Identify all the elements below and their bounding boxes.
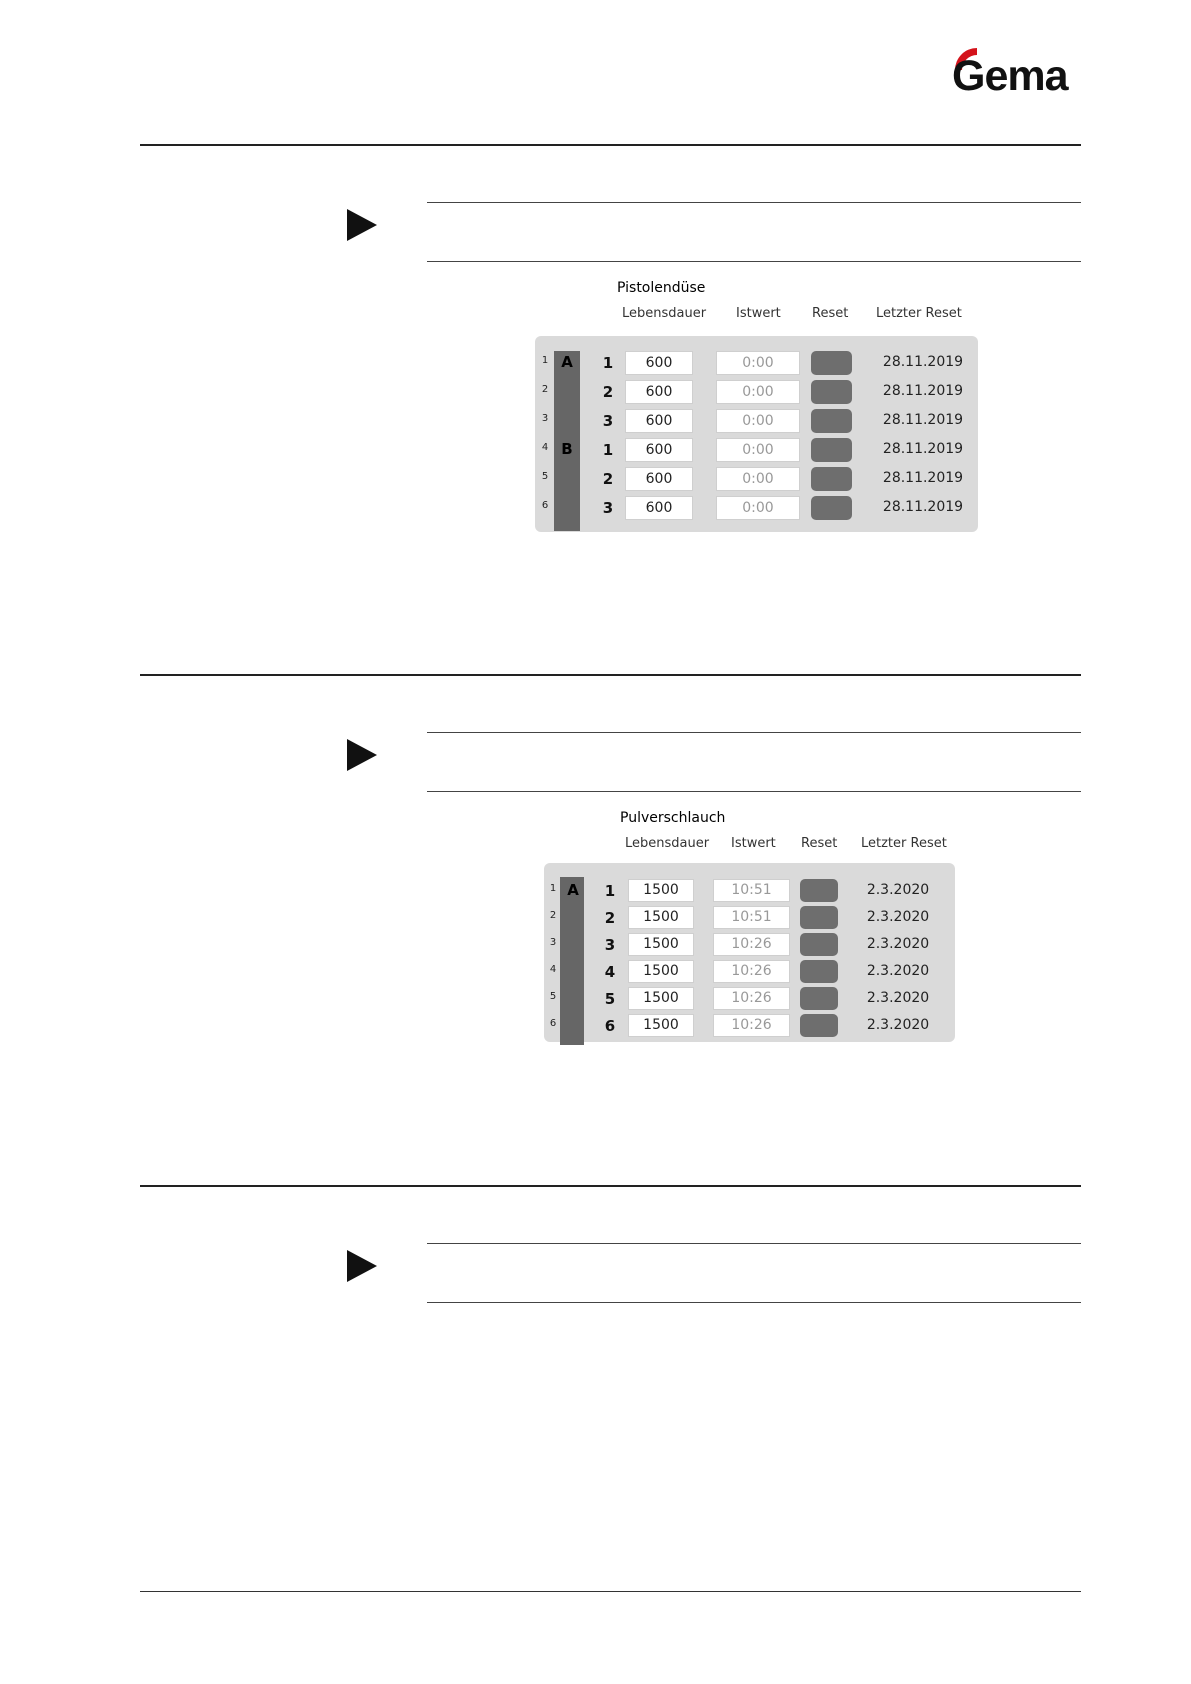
actual-value: 10:26: [713, 933, 790, 956]
play-arrow-icon: [347, 1250, 377, 1282]
actual-value: 0:00: [716, 409, 800, 433]
lifetime-input[interactable]: 1500: [628, 960, 694, 983]
col-header-lifetime: Lebensdauer: [622, 306, 707, 321]
actual-value: 10:51: [713, 879, 790, 902]
row-number: 3: [541, 413, 549, 424]
lifetime-input[interactable]: 1500: [628, 1014, 694, 1037]
lifetime-input[interactable]: 1500: [628, 879, 694, 902]
actual-value: 0:00: [716, 351, 800, 375]
row-index: 5: [604, 990, 616, 1008]
last-reset-date: 28.11.2019: [882, 383, 964, 399]
actual-value: 0:00: [716, 438, 800, 462]
lifetime-input[interactable]: 600: [625, 380, 693, 404]
row-number: 1: [549, 883, 557, 894]
row-index: 3: [604, 936, 616, 954]
actual-value: 10:26: [713, 960, 790, 983]
group-strip: [560, 877, 584, 1045]
lifetime-input[interactable]: 1500: [628, 987, 694, 1010]
last-reset-date: 2.3.2020: [866, 990, 930, 1006]
actual-value: 0:00: [716, 496, 800, 520]
last-reset-date: 28.11.2019: [882, 354, 964, 370]
section-divider: [140, 674, 1081, 676]
reset-button[interactable]: [800, 960, 838, 983]
lifetime-input[interactable]: 600: [625, 351, 693, 375]
reset-button[interactable]: [800, 1014, 838, 1037]
group-label: A: [567, 881, 579, 899]
row-number: 6: [549, 1018, 557, 1029]
row-number: 1: [541, 355, 549, 366]
reset-button[interactable]: [800, 906, 838, 929]
last-reset-date: 2.3.2020: [866, 963, 930, 979]
lifetime-input[interactable]: 1500: [628, 906, 694, 929]
brand-logo: Gema: [952, 52, 1068, 100]
row-index: 6: [604, 1017, 616, 1035]
last-reset-date: 2.3.2020: [866, 936, 930, 952]
group-label: B: [561, 440, 573, 458]
row-number: 2: [549, 910, 557, 921]
row-index: 2: [602, 470, 614, 488]
instruction-rule-bottom: [427, 261, 1081, 262]
actual-value: 10:26: [713, 987, 790, 1010]
row-index: 1: [602, 441, 614, 459]
col-header-actual: Istwert: [731, 836, 776, 851]
row-number: 4: [541, 442, 549, 453]
actual-value: 10:26: [713, 1014, 790, 1037]
reset-button[interactable]: [811, 496, 852, 520]
reset-button[interactable]: [800, 933, 838, 956]
row-index: 3: [602, 499, 614, 517]
instruction-rule-bottom: [427, 1302, 1081, 1303]
row-number: 5: [541, 471, 549, 482]
row-index: 3: [602, 412, 614, 430]
row-index: 2: [602, 383, 614, 401]
col-header-reset: Reset: [801, 836, 838, 851]
row-number: 2: [541, 384, 549, 395]
col-header-last-reset: Letzter Reset: [876, 306, 962, 321]
col-header-lifetime: Lebensdauer: [625, 836, 710, 851]
last-reset-date: 2.3.2020: [866, 909, 930, 925]
row-index: 1: [602, 354, 614, 372]
col-header-actual: Istwert: [736, 306, 781, 321]
row-index: 1: [604, 882, 616, 900]
lifetime-input[interactable]: 600: [625, 496, 693, 520]
reset-button[interactable]: [800, 987, 838, 1010]
lifetime-input[interactable]: 1500: [628, 933, 694, 956]
last-reset-date: 2.3.2020: [866, 1017, 930, 1033]
actual-value: 0:00: [716, 380, 800, 404]
instruction-rule-bottom: [427, 791, 1081, 792]
reset-button[interactable]: [811, 467, 852, 491]
last-reset-date: 28.11.2019: [882, 470, 964, 486]
group-label: A: [561, 353, 573, 371]
reset-button[interactable]: [811, 351, 852, 375]
row-number: 5: [549, 991, 557, 1002]
last-reset-date: 28.11.2019: [882, 412, 964, 428]
lifetime-input[interactable]: 600: [625, 438, 693, 462]
play-arrow-icon: [347, 739, 377, 771]
section-divider: [140, 1185, 1081, 1187]
instruction-rule-top: [427, 202, 1081, 203]
col-header-reset: Reset: [812, 306, 849, 321]
last-reset-date: 2.3.2020: [866, 882, 930, 898]
row-number: 6: [541, 500, 549, 511]
panel-title: Pulverschlauch: [620, 810, 726, 826]
play-arrow-icon: [347, 209, 377, 241]
row-index: 4: [604, 963, 616, 981]
hose-panel: [544, 863, 955, 1042]
col-header-last-reset: Letzter Reset: [861, 836, 947, 851]
reset-button[interactable]: [800, 879, 838, 902]
instruction-rule-top: [427, 1243, 1081, 1244]
row-number: 3: [549, 937, 557, 948]
row-number: 4: [549, 964, 557, 975]
reset-button[interactable]: [811, 380, 852, 404]
actual-value: 10:51: [713, 906, 790, 929]
last-reset-date: 28.11.2019: [882, 499, 964, 515]
reset-button[interactable]: [811, 409, 852, 433]
instruction-rule-top: [427, 732, 1081, 733]
last-reset-date: 28.11.2019: [882, 441, 964, 457]
nozzle-panel: [535, 336, 978, 532]
footer-divider: [140, 1591, 1081, 1592]
actual-value: 0:00: [716, 467, 800, 491]
section-divider: [140, 144, 1081, 146]
lifetime-input[interactable]: 600: [625, 467, 693, 491]
row-index: 2: [604, 909, 616, 927]
panel-title: Pistolendüse: [617, 280, 706, 296]
reset-button[interactable]: [811, 438, 852, 462]
lifetime-input[interactable]: 600: [625, 409, 693, 433]
